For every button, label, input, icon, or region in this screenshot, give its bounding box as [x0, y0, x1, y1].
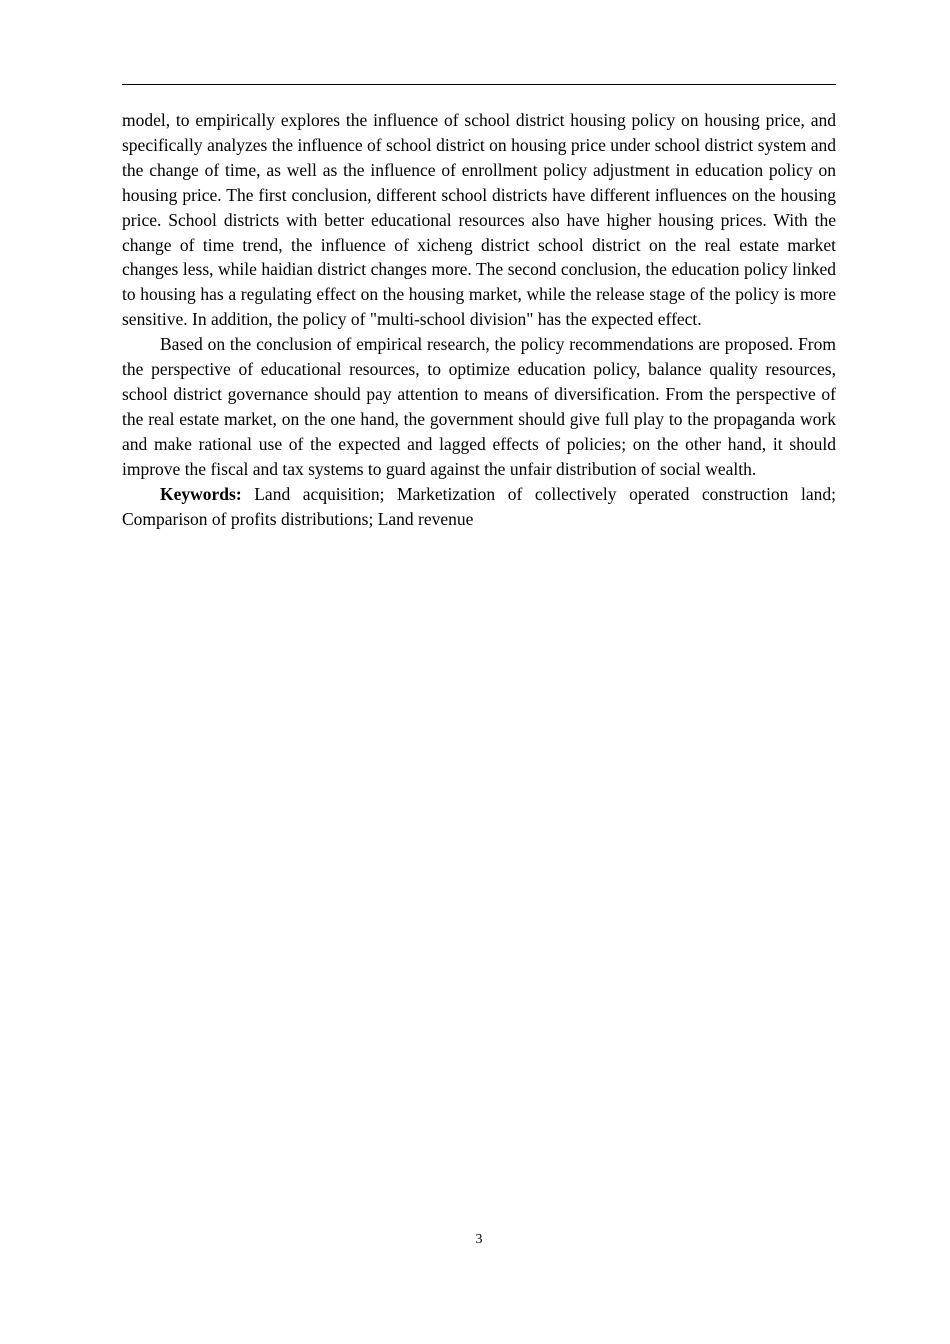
body-text	[122, 108, 836, 531]
page-number: 3	[475, 1232, 483, 1247]
keywords-text: Land acquisition; Marketization of collectively operated construction land; Comparison of profits distributions; Land revenue	[122, 483, 836, 529]
keywords-paragraph	[122, 482, 836, 532]
keywords-label: Keywords:	[160, 483, 242, 504]
header-rule	[122, 84, 836, 85]
paragraph-continuation: model, to empirically explores the influence of school district housing policy on housing price, and specifically analyzes the influence of school district on housing price under school district system and the change of time, as well as the influence of enrollment policy adjustment in education policy on housing price. The first conclusion, different school districts have different influences on the housing price. School districts with better educational resources also have higher housing prices. With the change of time trend, the influence of xicheng district school district on the real estate market changes less, while haidian district changes more. The second conclusion, the education policy linked to housing has a regulating effect on the housing market, while the release stage of the policy is more sensitive. In addition, the policy of "multi-school division" has the expected effect.	[122, 110, 836, 330]
paragraph-recommendations: Based on the conclusion of empirical research, the policy recommendations are proposed. From the perspective of educational resources, to optimize education policy, balance quality resources, school district governance should pay attention to means of diversification. From the perspective of the real estate market, on the one hand, the government should give full play to the propaganda work and make rational use of the expected and lagged effects of policies; on the other hand, it should improve the fiscal and tax systems to guard against the unfair distribution of social wealth.	[122, 334, 836, 479]
